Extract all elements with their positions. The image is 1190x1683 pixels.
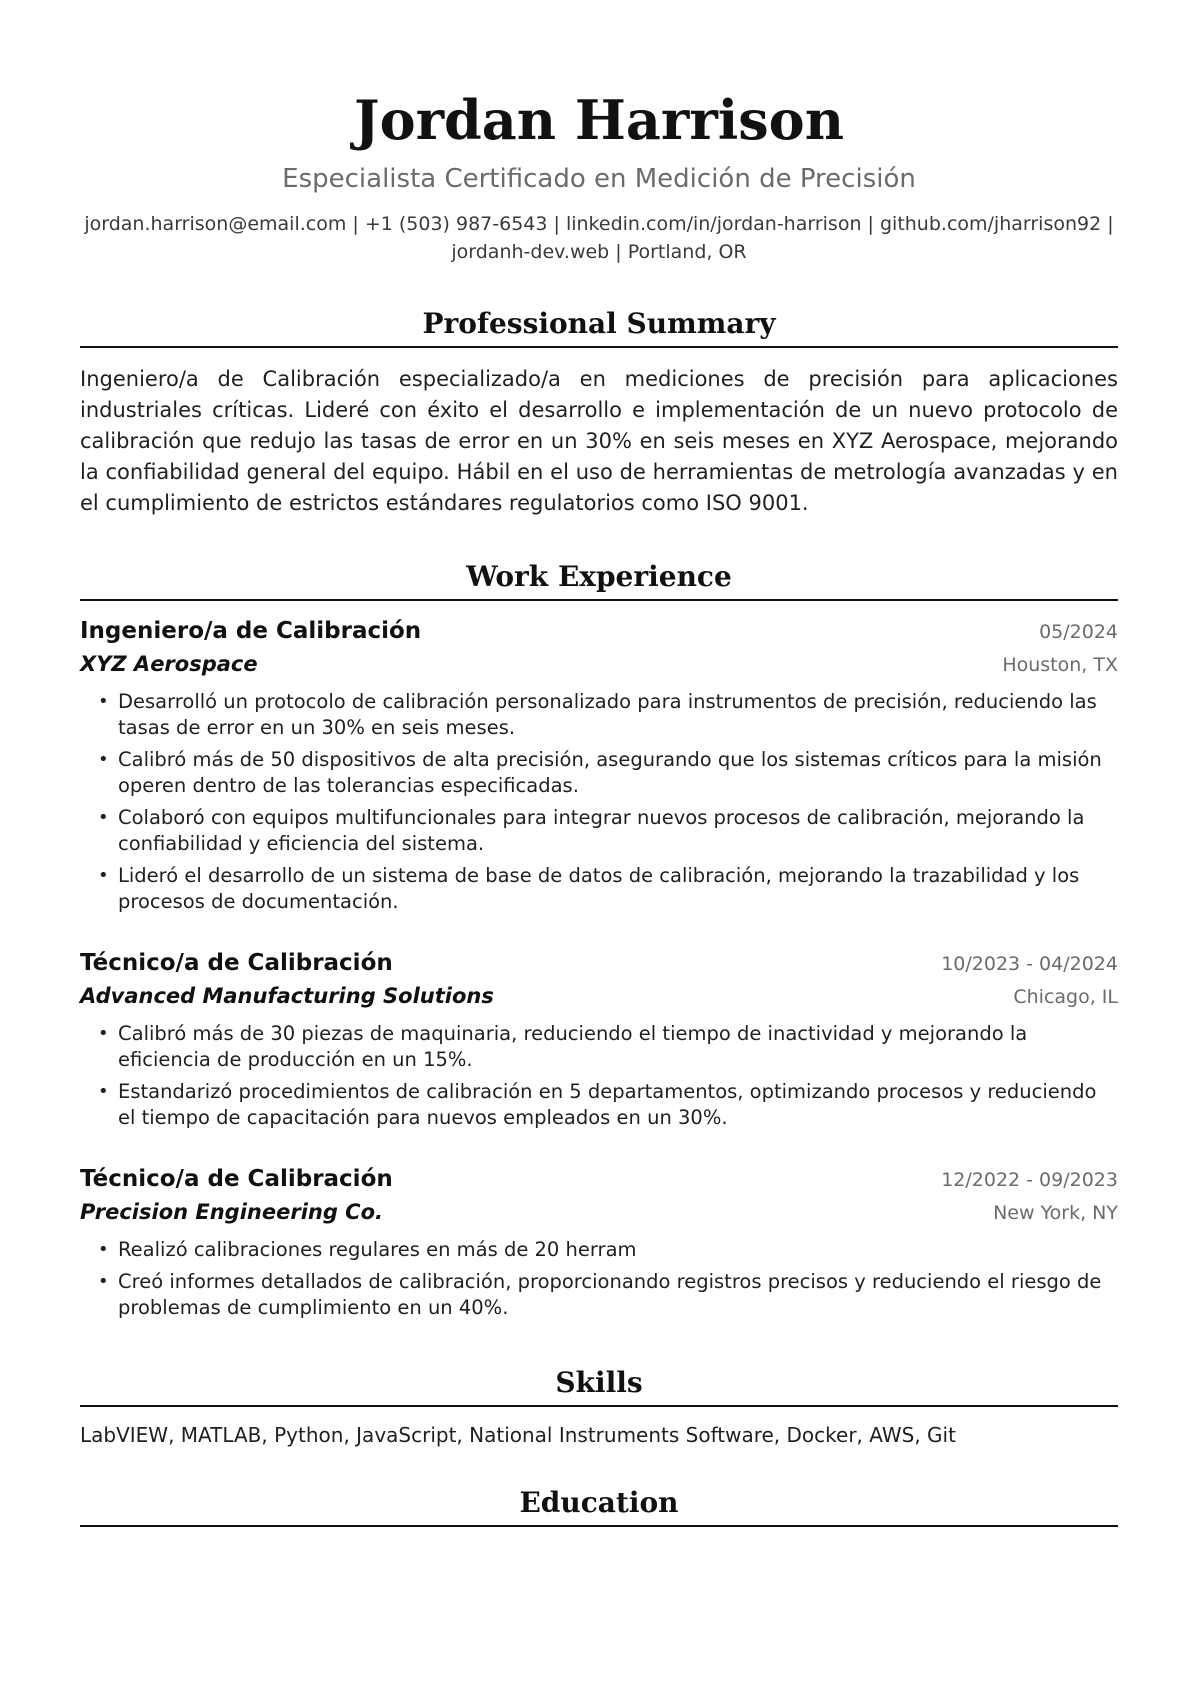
- candidate-title: Especialista Certificado en Medición de Precisión: [282, 164, 916, 194]
- job-bullets: [80, 1237, 1118, 1321]
- education-section: [80, 1485, 1118, 1527]
- skills-section: [80, 1365, 1118, 1449]
- experience-heading: Work Experience: [80, 559, 1118, 601]
- bullet-item: • Lideró el desarrollo de un sistema de base de datos de calibración, mejorando la trazabilidad y los procesos de documentación.: [118, 863, 1118, 915]
- summary-heading: Professional Summary: [80, 306, 1118, 348]
- summary-section: [80, 306, 1118, 519]
- job-bullets: [80, 689, 1118, 915]
- bullet-item: • Creó informes detallados de calibración, proporcionando registros precisos y reduciendo el riesgo de problemas de cumplimiento en un 40%.: [118, 1269, 1118, 1321]
- job-title: Ingeniero/a de Calibración: [80, 618, 422, 644]
- job-dates: 10/2023 - 04/2024: [941, 953, 1118, 975]
- job-entry: [80, 947, 1118, 1131]
- job-company: Precision Engineering Co.: [80, 1200, 384, 1224]
- education-heading: Education: [80, 1485, 1118, 1527]
- job-location: New York, NY: [993, 1202, 1118, 1224]
- job-dates: 12/2022 - 09/2023: [941, 1169, 1118, 1191]
- bullet-item: • Realizó calibraciones regulares en más de 20 herram: [118, 1237, 1118, 1263]
- job-dates: 05/2024: [1039, 621, 1118, 643]
- job-entry: [80, 615, 1118, 915]
- job-location: Houston, TX: [1002, 654, 1118, 676]
- job-company: Advanced Manufacturing Solutions: [80, 984, 494, 1008]
- skills-heading: Skills: [80, 1365, 1118, 1407]
- bullet-item: • Colaboró con equipos multifuncionales para integrar nuevos procesos de calibración, mejorando la confiabilidad y eficiencia del sistema.: [118, 805, 1118, 857]
- job-entry: [80, 1163, 1118, 1321]
- job-location: Chicago, IL: [1013, 986, 1118, 1008]
- job-bullets: [80, 1021, 1118, 1131]
- candidate-name: Jordan Harrison: [354, 88, 844, 152]
- contact-info: [80, 210, 1118, 266]
- skills-list: LabVIEW, MATLAB, Python, JavaScript, National Instruments Software, Docker, AWS, Git: [80, 1423, 956, 1447]
- job-company: XYZ Aerospace: [80, 652, 258, 676]
- contact-line-1: jordan.harrison@email.com | +1 (503) 987-6543 | linkedin.com/in/jordan-harrison | github.com/jharrison92 |: [84, 213, 1114, 235]
- job-title: Técnico/a de Calibración: [80, 1166, 393, 1192]
- bullet-item: • Desarrolló un protocolo de calibración personalizado para instrumentos de precisión, reduciendo las tasas de error en un 30% en seis meses.: [118, 689, 1118, 741]
- summary-text: Ingeniero/a de Calibración especializado/a en mediciones de precisión para aplicaciones industriales críticas. Lideré con éxito el desarrollo e implementación de un nuevo protocolo de calibración que redujo las tasas de error en un 30% en seis meses en XYZ Aerospace, mejorando la confiabilidad general del equipo. Hábil en el uso de herramientas de metrología avanzadas y en el cumplimiento de estrictos estándares regulatorios como ISO 9001.: [80, 367, 1118, 515]
- experience-section: [80, 559, 1118, 1321]
- job-title: Técnico/a de Calibración: [80, 950, 393, 976]
- bullet-item: • Estandarizó procedimientos de calibración en 5 departamentos, optimizando procesos y reduciendo el tiempo de capacitación para nuevos empleados en un 30%.: [118, 1079, 1118, 1131]
- bullet-item: • Calibró más de 50 dispositivos de alta precisión, asegurando que los sistemas críticos para la misión operen dentro de las tolerancias especificadas.: [118, 747, 1118, 799]
- resume-page: [80, 0, 1118, 1527]
- contact-line-2: jordanh-dev.web | Portland, OR: [451, 241, 747, 263]
- bullet-item: • Calibró más de 30 piezas de maquinaria, reduciendo el tiempo de inactividad y mejorando la eficiencia de producción en un 15%.: [118, 1021, 1118, 1073]
